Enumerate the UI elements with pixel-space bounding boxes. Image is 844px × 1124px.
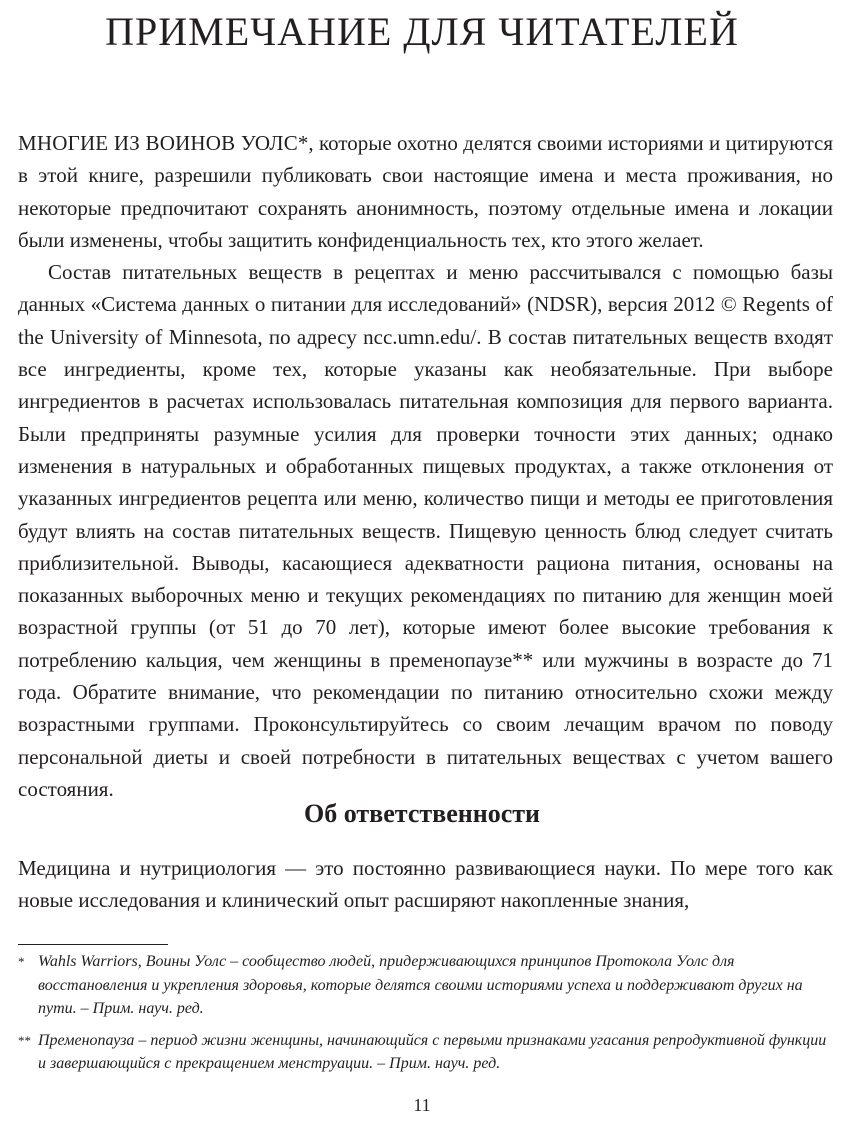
paragraph-disclaimer: Медицина и нутрициология — это постоянно развивающиеся науки. По мере того как новые исследования и клинический опыт расширяют накопленные знания, — [18, 856, 833, 913]
footnote-1 — [18, 950, 833, 1021]
paragraph-1-text: , которые охотно делятся своими историями и цитируются в этой книге, разрешили публиковать свои настоящие имена и места проживания, но некоторые предпочитают сохранять анонимность, поэтому отдельные имена и локации были изменены, чтобы защитить конфиденциальность тех, кто этого желает. — [18, 131, 833, 252]
lead-in-caps: МНОГИЕ ИЗ ВОИНОВ УОЛС — [18, 131, 298, 155]
footnote-2 — [18, 1029, 833, 1076]
section-heading-disclaimer: Об ответственности — [304, 799, 540, 828]
footnote-divider — [18, 944, 168, 945]
paragraph-2-text-start: Состав питательных веществ в рецептах и меню рассчитывался с помощью базы данных «Система данных о питании для исследований» (NDSR), версия 2012 © Regents of the University of Minnesota, по адресу ncc.umn.edu/. В состав питательных веществ входят все ингредиенты, кроме тех, которые указаны как необязательные. При выборе ингредиентов в расчетах использовалась питательная композиция для первого варианта. Были предприняты разумные усилия для проверки точности этих данных; однако изменения в натуральных и обработанных пищевых продуктах, а также отклонения от указанных ингредиентов рецепта или меню, количество пищи и методы ее приготовления будут влиять на состав питательных веществ. Пищевую ценность блюд следует считать приблизительной. Выводы, касающиеся адекватности рациона питания, основаны на показанных выборочных меню и текущих рекомендациях по питанию для женщин моей возрастной группы (от 51 до 70 лет), которые имеют более высокие требования к потреблению кальция, чем женщины в пременопаузе — [18, 260, 833, 672]
paragraph-wahls-warriors — [18, 127, 833, 256]
page-number: 11 — [413, 1095, 431, 1115]
intro-section — [18, 127, 833, 805]
footnotes — [18, 950, 833, 1084]
disclaimer-section — [18, 852, 833, 917]
paragraph-nutrients — [18, 256, 833, 805]
footnote-ref-2: ** — [512, 647, 534, 672]
footnote-ref-1: * — [297, 131, 309, 155]
footnote-1-text: Wahls Warriors, Воины Уолс – сообщество людей, придерживающихся принципов Протокола Уолс для восстановления и укрепления здоровья, которые делятся своими историями успеха и поддерживают других на пути. – Прим. науч. ред. — [38, 953, 803, 1017]
paragraph-2-text-end: или мужчины в возрасте до 71 года. Обратите внимание, что рекомендации по питанию относительно схожи между возрастными группами. Проконсультируйтесь со своим лечащим врачом по поводу персональной диеты и своей потребности в питательных веществах с учетом вашего состояния. — [18, 647, 833, 801]
footnote-1-mark: * — [18, 954, 25, 969]
page-title: ПРИМЕЧАНИЕ ДЛЯ ЧИТАТЕЛЕЙ — [105, 9, 739, 54]
footnote-2-text: Пременопауза – период жизни женщины, начинающийся с первыми признаками угасания репродуктивной функции и завершающийся с прекращением менструации. – Прим. науч. ред. — [38, 1031, 827, 1072]
footnote-2-mark: ** — [18, 1032, 31, 1048]
